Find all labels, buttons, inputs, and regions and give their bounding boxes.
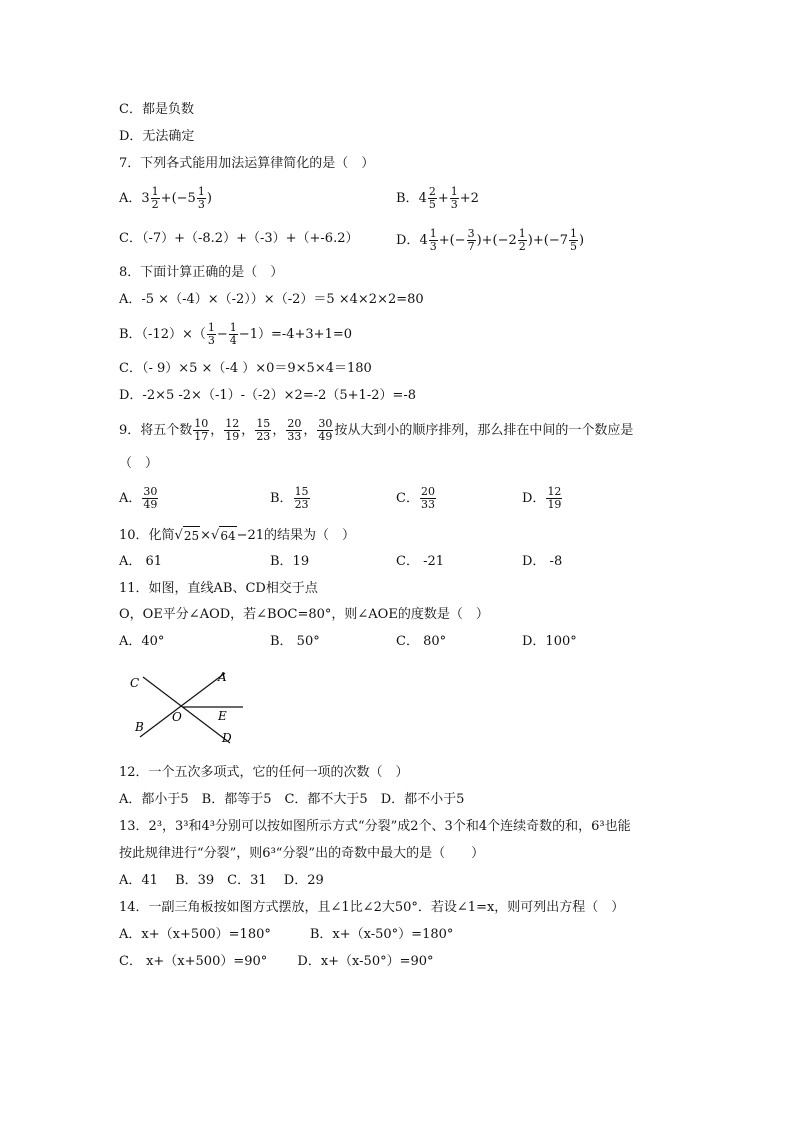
q9-option-d: D． $\frac{12}{19}$	[522, 485, 562, 511]
label-b: B	[135, 720, 144, 734]
label-o: O	[172, 710, 182, 724]
q10-option-d: D． -8	[522, 554, 563, 569]
q11-option-d: D．100°	[522, 634, 577, 649]
q13-stem-line2: 按此规律进行“分裂”，则6³“分裂”出的奇数中最大的是（ ）	[119, 846, 485, 861]
q11-option-c: C． 80°	[396, 634, 447, 649]
q8-option-b: B．（-12）×（ $\frac{1}{3}$ − $\frac{1}{4}$ −1）=-4+3+1=0	[119, 321, 353, 347]
q14-options-ab: A．x+（x+500）=180° B．x+（x-50°）=180°	[119, 927, 454, 942]
q12-stem: 12．一个五次多项式，它的任何一项的次数（ ）	[119, 765, 409, 780]
line-ab	[140, 673, 225, 737]
q9-option-a: A． $\frac{30}{49}$	[119, 485, 158, 511]
q14-options-cd: C． x+（x+500）=90° D．x+（x-50°）=90°	[119, 954, 434, 969]
q7-stem: 7．下列各式能用加法运算律简化的是（ ）	[119, 156, 375, 171]
q8-option-a: A．-5 ×（-4）×（-2））×（-2）＝5 ×4×2×2=80	[119, 292, 424, 307]
q12-options: A．都小于5 B．都等于5 C．都不大于5 D．都不小于5	[119, 792, 465, 807]
q10-option-c: C． -21	[396, 554, 445, 569]
q9-stem: 9．将五个数 $\frac{10}{17}$ ， $\frac{12}{19}$ ， $\frac{15}{23}$ ， $\frac{20}{33}$ ， $\frac{30}{49}$ 按从大到小的顺序排列，那么排在中间的一个数应是	[119, 417, 634, 443]
q11-stem-line1: 11．如图，直线AB、CD相交于点	[119, 581, 318, 596]
q11-option-b: B． 50°	[270, 634, 320, 649]
label-e: E	[218, 709, 227, 723]
q13-stem-line1: 13．2³，3³和4³分别可以按如图所示方式“分裂”成2个、3个和4个连续奇数的和，6³也能	[119, 819, 631, 834]
q6-option-d: D．无法确定	[119, 129, 195, 144]
q7-option-d: D． 4 $\frac{1}{3}$ +(− $\frac{3}{7}$ )+(−2 $\frac{1}{2}$ )+(−7 $\frac{1}{5}$ )	[396, 227, 585, 253]
label-a: A	[218, 670, 227, 684]
q7-option-a: A． 3 $\frac{1}{2}$ +(−5 $\frac{1}{3}$ )	[119, 185, 212, 211]
q9-option-c: C． $\frac{20}{33}$	[396, 485, 435, 511]
q10-option-b: B．19	[270, 554, 310, 569]
q8-option-c: C．（- 9）×5 ×（-4 ）×0＝9×5×4＝180	[119, 361, 372, 376]
q14-stem: 14．一副三角板按如图方式摆放，且∠1比∠2大50°．若设∠1=x，则可列出方程（ ）	[119, 900, 625, 915]
q7-option-b: B． 4 $\frac{2}{5}$ + $\frac{1}{3}$ +2	[396, 185, 479, 211]
q8-option-d: D．-2×5 -2×（-1）-（-2）×2=-2（5+1-2）=-8	[119, 388, 417, 403]
q9-paren: （ ）	[119, 456, 159, 471]
q11-stem-line2: O，OE平分∠AOD，若∠BOC=80°，则∠AOE的度数是（ ）	[119, 607, 489, 622]
q7-option-c: C．（-7）+（-8.2）+（-3）+（+-6.2）	[119, 231, 359, 246]
q8-stem: 8．下面计算正确的是（ ）	[119, 265, 284, 280]
q10-stem: 10．化简 √ 25 × √ 64 −21的结果为（ ）	[119, 528, 356, 543]
q10-option-a: A． 61	[119, 554, 163, 569]
line-cd	[143, 677, 230, 743]
label-c: C	[130, 676, 140, 690]
q6-option-c: C．都是负数	[119, 102, 194, 117]
label-d: D	[222, 731, 232, 745]
q13-options: A．41 B．39 C．31 D．29	[119, 873, 324, 888]
q9-option-b: B． $\frac{15}{23}$	[270, 485, 309, 511]
q11-option-a: A．40°	[119, 634, 165, 649]
intersecting-lines-figure	[125, 665, 245, 750]
